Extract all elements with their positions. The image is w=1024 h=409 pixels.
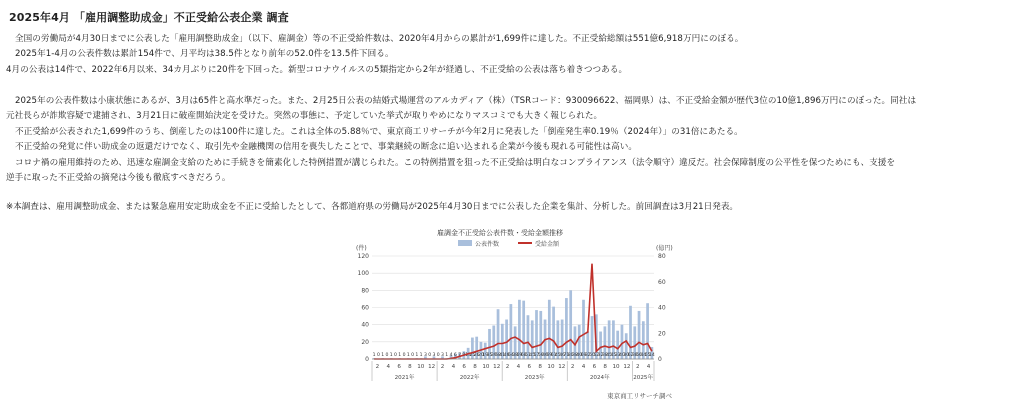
right-axis-tick-label: 0 — [658, 356, 662, 363]
x-axis-month-label: 4 — [581, 364, 586, 370]
bar — [548, 300, 551, 359]
right-axis-tick-label: 60 — [658, 278, 666, 286]
paragraph: 不正受給が公表された1,699件のうち、倒産したのは100件に達した。これは全体の5.88％で、東京商工リサーチが今年2月に発表した「倒産発生率0.19％（2024年）」の31倍にあたる。 — [15, 126, 743, 137]
bar-value-label: 19 — [482, 353, 489, 358]
x-axis-month-label: 6 — [462, 364, 466, 370]
x-axis-month-label: 8 — [603, 364, 607, 370]
bar-value-label: 0 — [428, 353, 432, 358]
x-axis-month-label: 10 — [417, 364, 425, 370]
bar — [638, 311, 641, 359]
bar-value-label: 0 — [376, 353, 380, 358]
bar-value-label: 1 — [381, 353, 385, 358]
bar-value-label: 56 — [636, 353, 642, 358]
bar-value-label: 32 — [597, 353, 604, 358]
bar-value-label: 1 — [445, 353, 449, 358]
left-axis-tick-label: 40 — [361, 321, 369, 329]
analysis-section — [6, 94, 1016, 186]
bar-value-label: 45 — [529, 353, 536, 358]
bar-value-label: 35 — [486, 353, 493, 358]
paragraph: 2025年1-4月の公表件数は累計154件で、月平均は38.5件となり前年の52.0件を13.5件下回る。 — [15, 49, 394, 60]
chart-legend — [458, 240, 560, 248]
subsidy-fraud-chart — [350, 222, 680, 409]
paragraph: コロナ禍の雇用維持のため、迅速な雇調金支給のために手続きを簡素化した特例措置が講じられた。この特例措置を狙った不正受給は明白なコンプライアンス（法令順守）違反だ。社会保障制度の公平性を保つためにも、支援を — [15, 157, 896, 168]
left-axis-tick-label: 20 — [361, 338, 369, 346]
bar-value-label: 51 — [525, 353, 531, 358]
summary-section — [6, 32, 1016, 78]
x-axis-month-label: 2 — [505, 364, 510, 370]
bar-value-label: 38 — [572, 353, 578, 358]
bar-value-label: 57 — [533, 353, 540, 358]
x-axis-month-label: 4 — [646, 364, 651, 370]
bar-value-label: 30 — [623, 353, 630, 358]
left-axis-tick-label: 0 — [365, 356, 369, 363]
bar-value-label: 4 — [449, 353, 453, 358]
x-axis-year-label: 2023年 — [524, 375, 545, 381]
bar-value-label: 0 — [436, 353, 440, 358]
bar-value-label: 38 — [631, 353, 638, 358]
x-axis-month-label: 12 — [558, 364, 566, 370]
bar-value-label: 13 — [465, 353, 472, 358]
bar — [535, 310, 538, 359]
bar-value-label: 44 — [640, 353, 647, 358]
bar-value-label: 1 — [419, 353, 423, 358]
bar-value-label: 1 — [389, 353, 393, 358]
bar-value-labels — [373, 352, 655, 358]
right-axis-tick-label: 40 — [658, 304, 666, 312]
bar-value-label: 65 — [644, 353, 651, 358]
bar-value-label: 61 — [550, 353, 557, 358]
bar-value-label: 45 — [606, 353, 613, 358]
bar-value-label: 3 — [432, 353, 436, 358]
bar — [565, 298, 568, 359]
bar-value-label: 69 — [546, 353, 553, 358]
bar-value-label: 64 — [507, 353, 514, 358]
bar-value-label: 50 — [589, 353, 595, 358]
paragraph: 不正受給の発覚に伴い助成金の返還だけでなく、取引先や金融機関の信用を喪失したことで、事業継続の断念に追い込まれる企業が今後も現れる可能性は高い。 — [15, 142, 638, 153]
x-axis-month-label: 10 — [547, 364, 555, 370]
bar-value-label: 46 — [559, 353, 566, 358]
x-axis-month-label: 2 — [375, 364, 380, 370]
bar-value-label: 20 — [478, 353, 484, 358]
bar-value-label: 69 — [516, 353, 523, 358]
paragraph: 4月の公表は14件で、2022年6月以来、34カ月ぶりに20件を下回った。新型コロナウイルスの5類指定から2年が経過し、不正受給の公表は落ち着きつつある。 — [6, 64, 628, 75]
x-axis-month-label: 2 — [635, 364, 640, 370]
bar-value-label: 52 — [593, 353, 600, 358]
x-axis-month-label: 6 — [527, 364, 532, 370]
bar-value-label: 0 — [394, 353, 397, 358]
bar-value-label: 6 — [453, 353, 457, 358]
x-axis-year-label: 2022年 — [459, 375, 480, 381]
bar-value-label: 69 — [580, 353, 587, 358]
x-axis-month-label: 6 — [397, 364, 401, 370]
left-axis-tick-label: 120 — [357, 253, 369, 260]
bar-value-label: 0 — [411, 353, 415, 358]
left-axis-tick-label: 80 — [361, 287, 369, 295]
x-axis-year-label: 2021年 — [394, 375, 415, 381]
bar-value-label: 0 — [402, 353, 406, 358]
bar-value-label: 1 — [398, 353, 402, 358]
x-axis-year-label: 2024年 — [589, 375, 610, 381]
bar-value-label: 1 — [406, 353, 410, 358]
bar — [569, 290, 572, 359]
bar-value-label: 38 — [512, 353, 519, 358]
bar-value-label: 33 — [614, 353, 621, 358]
x-axis-month-label: 12 — [428, 364, 436, 370]
x-axis-year-label: 2025年 — [633, 375, 654, 381]
bar-value-label: 1 — [415, 353, 419, 358]
chart-grid — [372, 256, 654, 359]
bar-value-label: 71 — [563, 353, 570, 358]
bar-value-label: 25 — [469, 353, 476, 358]
x-axis-month-label: 6 — [592, 364, 597, 370]
bar-value-label: 0 — [385, 353, 389, 358]
bar-value-label: 40 — [619, 353, 625, 358]
bar-value-label: 45 — [610, 353, 617, 358]
bar-value-label: 9 — [462, 353, 466, 358]
paragraph: 逆手に取った不正受給の摘発は今後も徹底すべきだろう。 — [6, 173, 231, 184]
page-title: 2025年4月 「雇用調整助成金」不正受給公表企業 調査 — [9, 11, 289, 24]
paragraph: 2025年の公表件数は小康状態にあるが、3月は65件と高水準だった。また、2月25日公表の結婚式場運営のアルカディア（株）（TSRコード：930096622、福岡県）は、不正受給金額が歴代3位の10億1,896万円にのぼった。同社は — [15, 96, 917, 106]
x-axis-month-label: 12 — [493, 364, 501, 370]
bar-value-label: 3 — [423, 353, 427, 358]
bar-value-label: 45 — [554, 353, 561, 358]
bar-value-label: 46 — [503, 353, 510, 358]
x-axis-month-label: 8 — [538, 364, 542, 370]
legend-bar-swatch — [458, 240, 472, 246]
bar-value-label: 46 — [542, 353, 548, 358]
bar-value-label: 68 — [520, 353, 527, 358]
bar — [629, 306, 632, 359]
bar — [518, 300, 521, 359]
x-axis-month-label: 8 — [473, 364, 477, 370]
bar-value-label: 7 — [458, 353, 462, 358]
x-axis-month-label: 4 — [516, 364, 521, 370]
x-axis-month-label: 10 — [482, 364, 490, 370]
x-axis-month-label: 2 — [440, 364, 445, 370]
left-axis-unit: (件) — [356, 245, 367, 252]
bar-value-label: 39 — [490, 353, 497, 358]
x-axis-month-label: 2 — [570, 364, 575, 370]
chart-title: 雇調金不正受給公表件数・受給金額推移 — [437, 229, 563, 237]
bar-value-label: 3 — [441, 353, 444, 358]
bar-value-label: 14 — [648, 353, 655, 358]
legend-bar-label: 公表件数 — [475, 241, 500, 248]
bar-value-label: 62 — [627, 353, 634, 358]
right-axis-unit: (億円) — [656, 245, 673, 252]
bar — [552, 307, 555, 359]
legend-line-label: 受給金額 — [535, 241, 560, 248]
x-axis-month-label: 12 — [623, 364, 631, 370]
bar-value-label: 56 — [537, 353, 544, 358]
bar-value-label: 80 — [567, 353, 574, 358]
bar-value-label: 58 — [495, 353, 501, 358]
bar-value-label: 40 — [576, 353, 583, 358]
bar — [646, 303, 649, 359]
bar-value-label: 1 — [372, 353, 376, 358]
bar — [582, 300, 585, 359]
left-axis-tick-label: 60 — [361, 304, 369, 312]
x-axis-month-label: 4 — [386, 364, 391, 370]
paragraph: 全国の労働局が4月30日までに公表した「雇用調整助成金」（以下、雇調金）等の不正受給件数は、2020年4月からの累計が1,699件に達した。不正受給総額は551億6,918万円にのぼる。 — [15, 34, 744, 44]
bar-value-label: 32 — [584, 353, 591, 358]
bar — [509, 304, 512, 359]
bar — [522, 301, 525, 359]
bar-value-label: 26 — [473, 353, 480, 358]
x-axis-month-label: 8 — [408, 364, 412, 370]
right-axis-tick-label: 20 — [658, 330, 666, 338]
paragraph: 元社長らが詐欺容疑で逮捕され、3月21日に破産開始決定を受けた。突然の事態に、予定していた挙式が取りやめになりマスコミでも大きく報じられた。 — [6, 111, 603, 122]
bar — [539, 311, 542, 359]
left-axis-tick-label: 100 — [357, 270, 369, 278]
bar-value-label: 38 — [601, 353, 608, 358]
survey-note: ※本調査は、雇用調整助成金、または緊急雇用安定助成金を不正に受給したとして、各都道府県の労働局が2025年4月30日までに公表した企業を集計、分析した。前回調査は3月21日発表。 — [6, 202, 739, 212]
bar-value-label: 41 — [499, 353, 506, 358]
chart-source: 東京商工リサーチ調べ — [607, 392, 672, 400]
bar — [497, 309, 500, 359]
x-axis-month-label: 10 — [612, 364, 620, 370]
right-axis-tick-label: 80 — [658, 253, 666, 260]
x-axis-month-label: 4 — [451, 364, 456, 370]
